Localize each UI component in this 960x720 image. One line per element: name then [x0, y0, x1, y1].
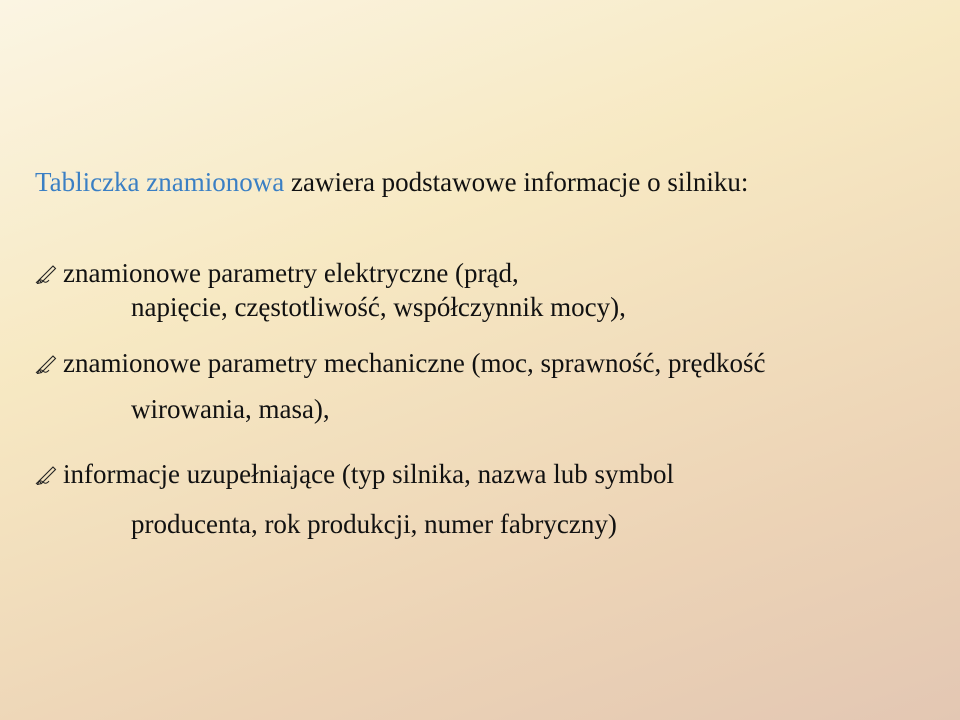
- intro-highlight: Tabliczka znamionowa: [35, 167, 285, 197]
- pen-writing-icon: [35, 457, 61, 491]
- intro-paragraph: [35, 166, 748, 198]
- intro-text: zawiera podstawowe informacje o silniku:: [284, 167, 749, 197]
- bullet-line: znamionowe parametry elektryczne (prąd,: [63, 258, 519, 288]
- bullet-item: [35, 256, 626, 324]
- bullet-line: znamionowe parametry mechaniczne (moc, sprawność, prędkość: [63, 348, 766, 378]
- bullet-line: wirowania, masa),: [131, 394, 330, 424]
- pen-writing-icon: [35, 256, 61, 290]
- bullet-item: [35, 457, 674, 541]
- pen-writing-icon: [35, 346, 61, 380]
- bullet-line: napięcie, częstotliwość, współczynnik mocy),: [131, 292, 626, 322]
- bullet-line: informacje uzupełniające (typ silnika, nazwa lub symbol: [63, 459, 675, 489]
- bullet-line: producenta, rok produkcji, numer fabryczny): [131, 509, 617, 539]
- bullet-item: [35, 346, 765, 426]
